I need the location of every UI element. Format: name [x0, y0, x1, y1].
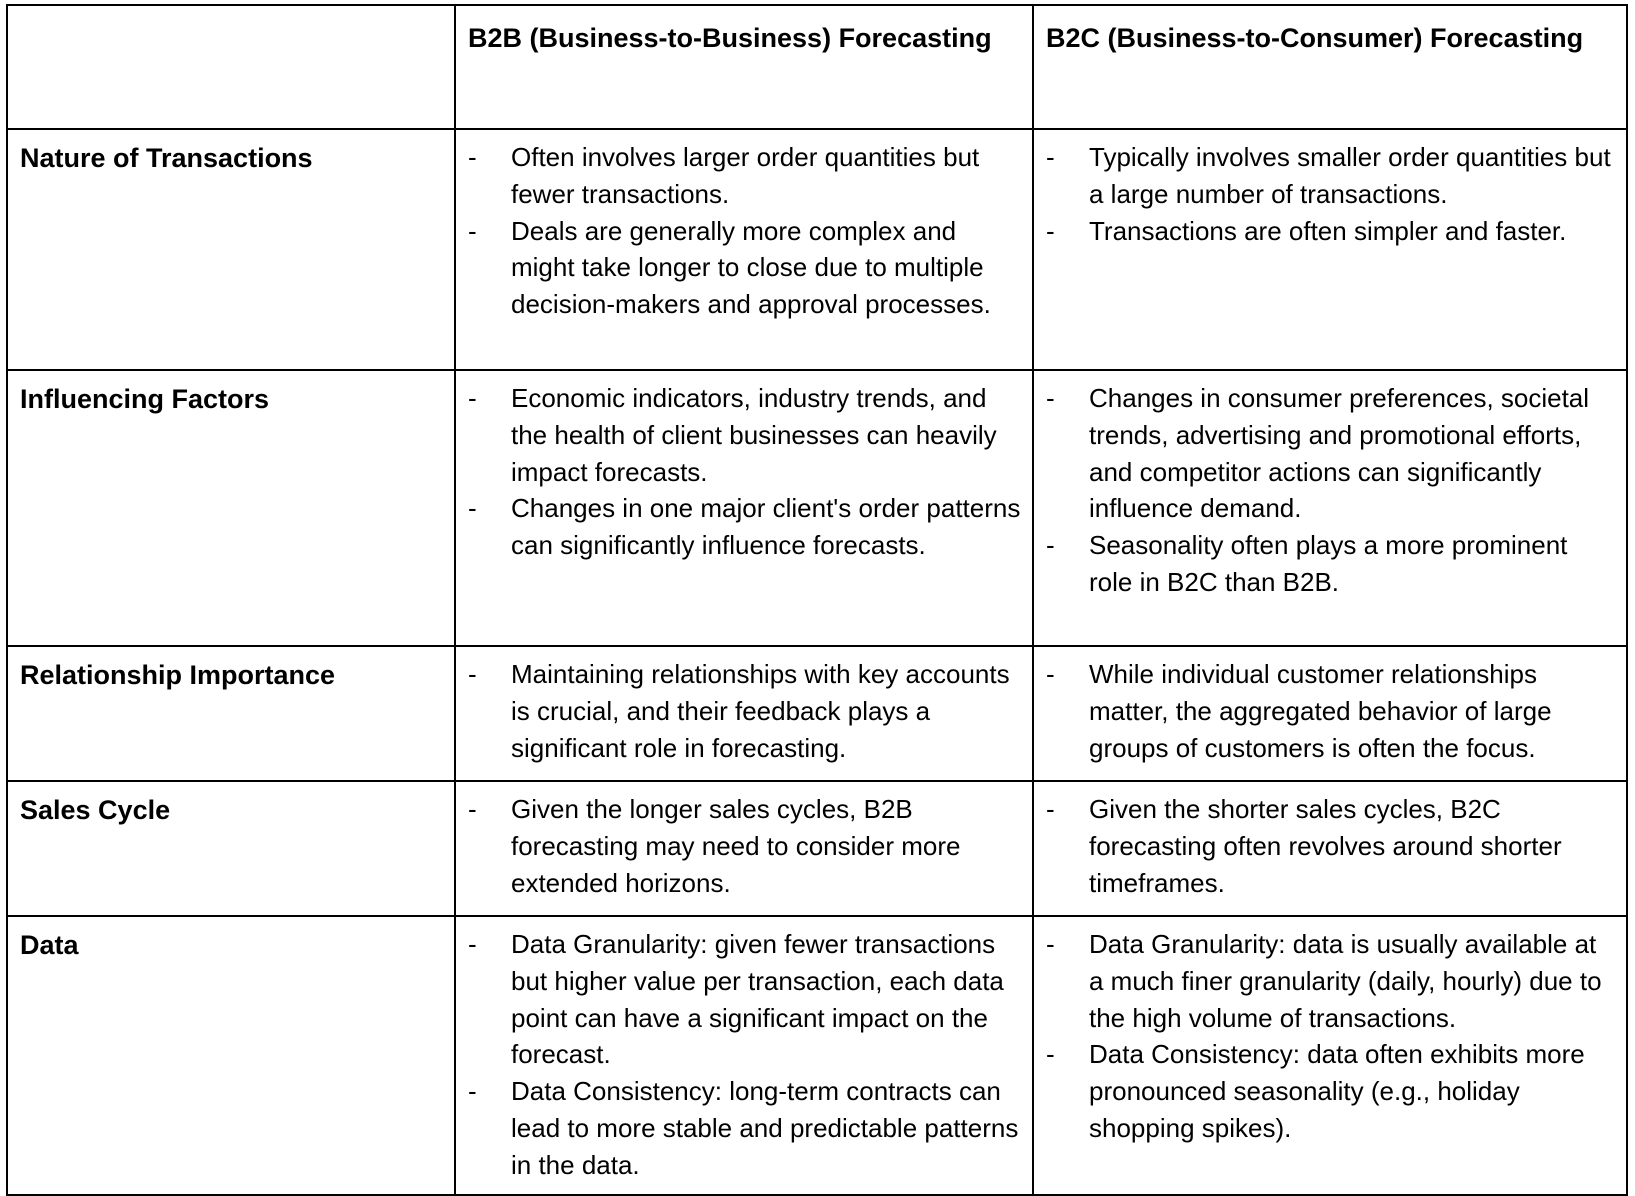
dash-bullet: -: [468, 215, 477, 246]
comparison-table-container: [6, 4, 1626, 1196]
row-label: Data: [7, 916, 455, 1195]
bullet-text: Economic indicators, industry trends, and the health of client businesses can heavily impact forecasts.: [511, 383, 997, 487]
b2c-cell: [1033, 370, 1627, 646]
dash-bullet: -: [468, 659, 477, 689]
dash-bullet: -: [1046, 530, 1055, 561]
bullet-text: Changes in consumer preferences, societal trends, advertising and promotional efforts, and competitor actions can significantly influence demand.: [1089, 383, 1590, 524]
b2b-cell: [455, 646, 1033, 781]
dash-bullet: -: [1046, 659, 1055, 689]
b2c-cell: [1033, 916, 1627, 1195]
dash-bullet: -: [468, 1076, 477, 1107]
dash-bullet: -: [1046, 929, 1055, 959]
list-item: [468, 926, 1022, 1073]
b2b-cell: [455, 916, 1033, 1195]
dash-bullet: -: [468, 383, 477, 413]
b2b-cell: [455, 129, 1033, 370]
header-b2b: B2B (Business-to-Business) Forecasting: [455, 5, 1033, 129]
dash-bullet: -: [468, 794, 477, 824]
list-item: [1046, 791, 1616, 901]
b2b-vs-b2c-comparison-table: [6, 4, 1628, 1196]
b2c-cell: [1033, 129, 1627, 370]
table-row-relationship-importance: [7, 646, 1627, 781]
bullet-text: Data Consistency: data often exhibits more pronounced seasonality (e.g., holiday shopping spikes).: [1089, 1039, 1585, 1143]
bullet-text: Data Consistency: long-term contracts can lead to more stable and predictable patterns in the data.: [511, 1076, 1019, 1180]
list-item: [468, 380, 1022, 490]
list-item: [1046, 380, 1616, 527]
b2b-cell: [455, 370, 1033, 646]
list-item: [468, 139, 1022, 213]
dash-bullet: -: [468, 142, 477, 172]
b2c-cell: [1033, 781, 1627, 916]
bullet-text: Data Granularity: data is usually available at a much finer granularity (daily, hourly) due to the high volume of transactions.: [1089, 929, 1602, 1033]
list-item: [1046, 213, 1616, 250]
b2b-cell: [455, 781, 1033, 916]
dash-bullet: -: [1046, 1039, 1055, 1070]
list-item: [468, 213, 1022, 323]
row-label: Influencing Factors: [7, 370, 455, 646]
list-item: [1046, 527, 1616, 601]
dash-bullet: -: [468, 929, 477, 959]
dash-bullet: -: [1046, 794, 1055, 824]
row-label: Sales Cycle: [7, 781, 455, 916]
bullet-text: Changes in one major client's order patterns can significantly influence forecasts.: [511, 493, 1021, 561]
dash-bullet: -: [1046, 383, 1055, 413]
list-item: [468, 1073, 1022, 1183]
header-b2c: B2C (Business-to-Consumer) Forecasting: [1033, 5, 1627, 129]
table-row-influencing-factors: [7, 370, 1627, 646]
table-row-nature-of-transactions: [7, 129, 1627, 370]
bullet-text: Deals are generally more complex and might take longer to close due to multiple decision-makers and approval processes.: [511, 215, 991, 320]
dash-bullet: -: [1046, 215, 1055, 246]
list-item: [468, 656, 1022, 766]
list-item: [468, 490, 1022, 564]
table-row-data: [7, 916, 1627, 1195]
b2c-cell: [1033, 646, 1627, 781]
bullet-text: Maintaining relationships with key accounts is crucial, and their feedback plays a significant role in forecasting.: [511, 659, 1010, 763]
dash-bullet: -: [468, 493, 477, 524]
bullet-text: Data Granularity: given fewer transactions but higher value per transaction, each data point can have a significant impact on the forecast.: [511, 929, 1004, 1070]
list-item: [468, 791, 1022, 901]
bullet-text: Given the shorter sales cycles, B2C forecasting often revolves around shorter timeframes.: [1089, 794, 1562, 898]
row-label: Nature of Transactions: [7, 129, 455, 370]
bullet-text: Typically involves smaller order quantities but a large number of transactions.: [1089, 142, 1611, 209]
row-label: Relationship Importance: [7, 646, 455, 781]
list-item: [1046, 926, 1616, 1036]
table-header-row: [7, 5, 1627, 129]
list-item: [1046, 139, 1616, 213]
header-empty-cell: [7, 5, 455, 129]
bullet-text: While individual customer relationships matter, the aggregated behavior of large groups of customers is often the focus.: [1089, 659, 1552, 763]
list-item: [1046, 656, 1616, 766]
list-item: [1046, 1036, 1616, 1146]
bullet-text: Transactions are often simpler and faster.: [1089, 215, 1567, 246]
bullet-text: Often involves larger order quantities but fewer transactions.: [511, 142, 980, 209]
bullet-text: Given the longer sales cycles, B2B forecasting may need to consider more extended horizons.: [511, 794, 961, 898]
bullet-text: Seasonality often plays a more prominent role in B2C than B2B.: [1089, 530, 1568, 597]
dash-bullet: -: [1046, 142, 1055, 172]
table-row-sales-cycle: [7, 781, 1627, 916]
